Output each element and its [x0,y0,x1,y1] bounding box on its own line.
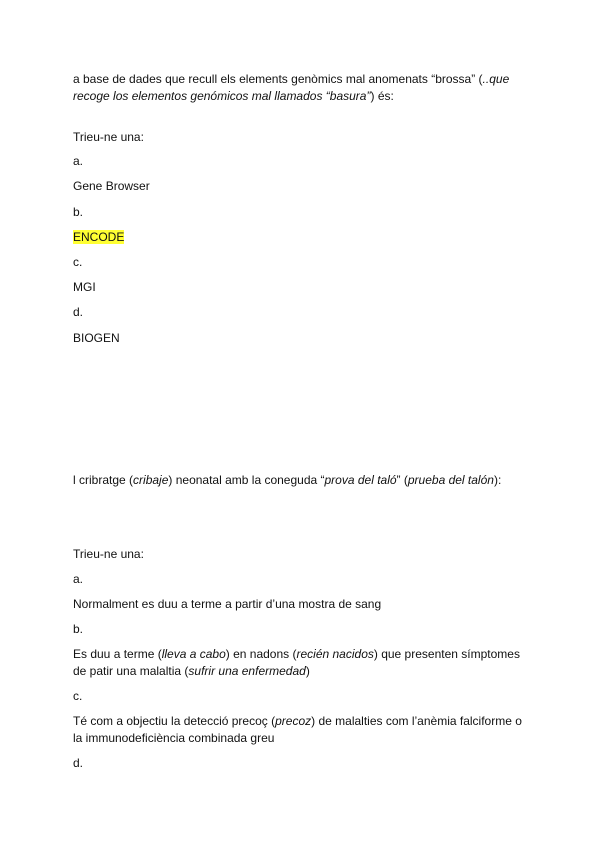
q2-prompt-italic: cribaje [133,473,169,487]
q2-prompt-part: ): [493,473,502,487]
q1-option-c-letter: c. [73,255,83,269]
q1-option-a-text[interactable]: Gene Browser [73,179,150,193]
q1-prompt-line-1 [73,71,543,87]
q2-option-b-italic: lleva a cabo [161,647,226,661]
q2-option-a-letter: a. [73,572,84,586]
q1-option-b-text-highlighted: ENCODE [73,230,125,244]
q2-option-c-part: ) de malalties com l’anèmia falciforme o [311,714,522,728]
q1-option-a-letter: a. [73,154,84,168]
q2-option-b-part: ) que presenten símptomes [373,647,520,661]
q2-option-c-line-1[interactable] [73,713,543,729]
q2-prompt-part: ” ( [396,473,408,487]
q2-option-b-letter: b. [73,622,84,636]
q2-prompt-part: l cribratge ( [73,473,134,487]
q2-option-b-part: ) [305,664,310,678]
q2-option-b-part: de patir una malaltia ( [73,664,189,678]
q1-option-b[interactable] [73,229,543,245]
q2-choose-label: Trieu-ne una: [73,547,144,561]
q2-option-b-part: ) en nadons ( [225,647,297,661]
q2-prompt [73,472,543,488]
q2-option-b-line-2[interactable] [73,663,543,679]
q1-option-b-letter: b. [73,205,84,219]
q1-option-d-text[interactable]: BIOGEN [73,331,120,345]
q1-choose-label: Trieu-ne una: [73,130,144,144]
q1-prompt-end: ) és: [370,89,394,103]
q2-option-a-text[interactable]: Normalment es duu a terme a partir d’una mostra de sang [73,597,382,611]
q2-prompt-italic: prova del taló [324,473,397,487]
q2-option-c-part: Té com a objectiu la detecció precoç ( [73,714,276,728]
q2-option-b-part: Es duu a terme ( [73,647,162,661]
q2-option-c-line-2[interactable]: la immunodeficiència combinada greu [73,731,275,745]
q2-option-c-letter: c. [73,689,83,703]
q2-option-d-letter: d. [73,756,84,770]
q1-prompt-text: a base de dades que recull els elements genòmics mal anomenats “brossa” ( [73,72,483,86]
q1-prompt-italic: ..que [482,72,510,86]
q1-prompt-line-2 [73,88,543,104]
q1-option-d-letter: d. [73,305,84,319]
q2-prompt-part: ) neonatal amb la coneguda “ [168,473,325,487]
q1-prompt-italic-2: recoge los elementos genómicos mal llamados “basura” [73,89,371,103]
q2-option-b-italic: recién nacidos [296,647,374,661]
q2-option-b-line-1[interactable] [73,646,543,662]
q2-option-b-italic: sufrir una enfermedad [188,664,306,678]
q2-option-c-italic: precoz [275,714,312,728]
q2-prompt-italic: prueba del talón [407,473,494,487]
q1-option-c-text[interactable]: MGI [73,280,96,294]
